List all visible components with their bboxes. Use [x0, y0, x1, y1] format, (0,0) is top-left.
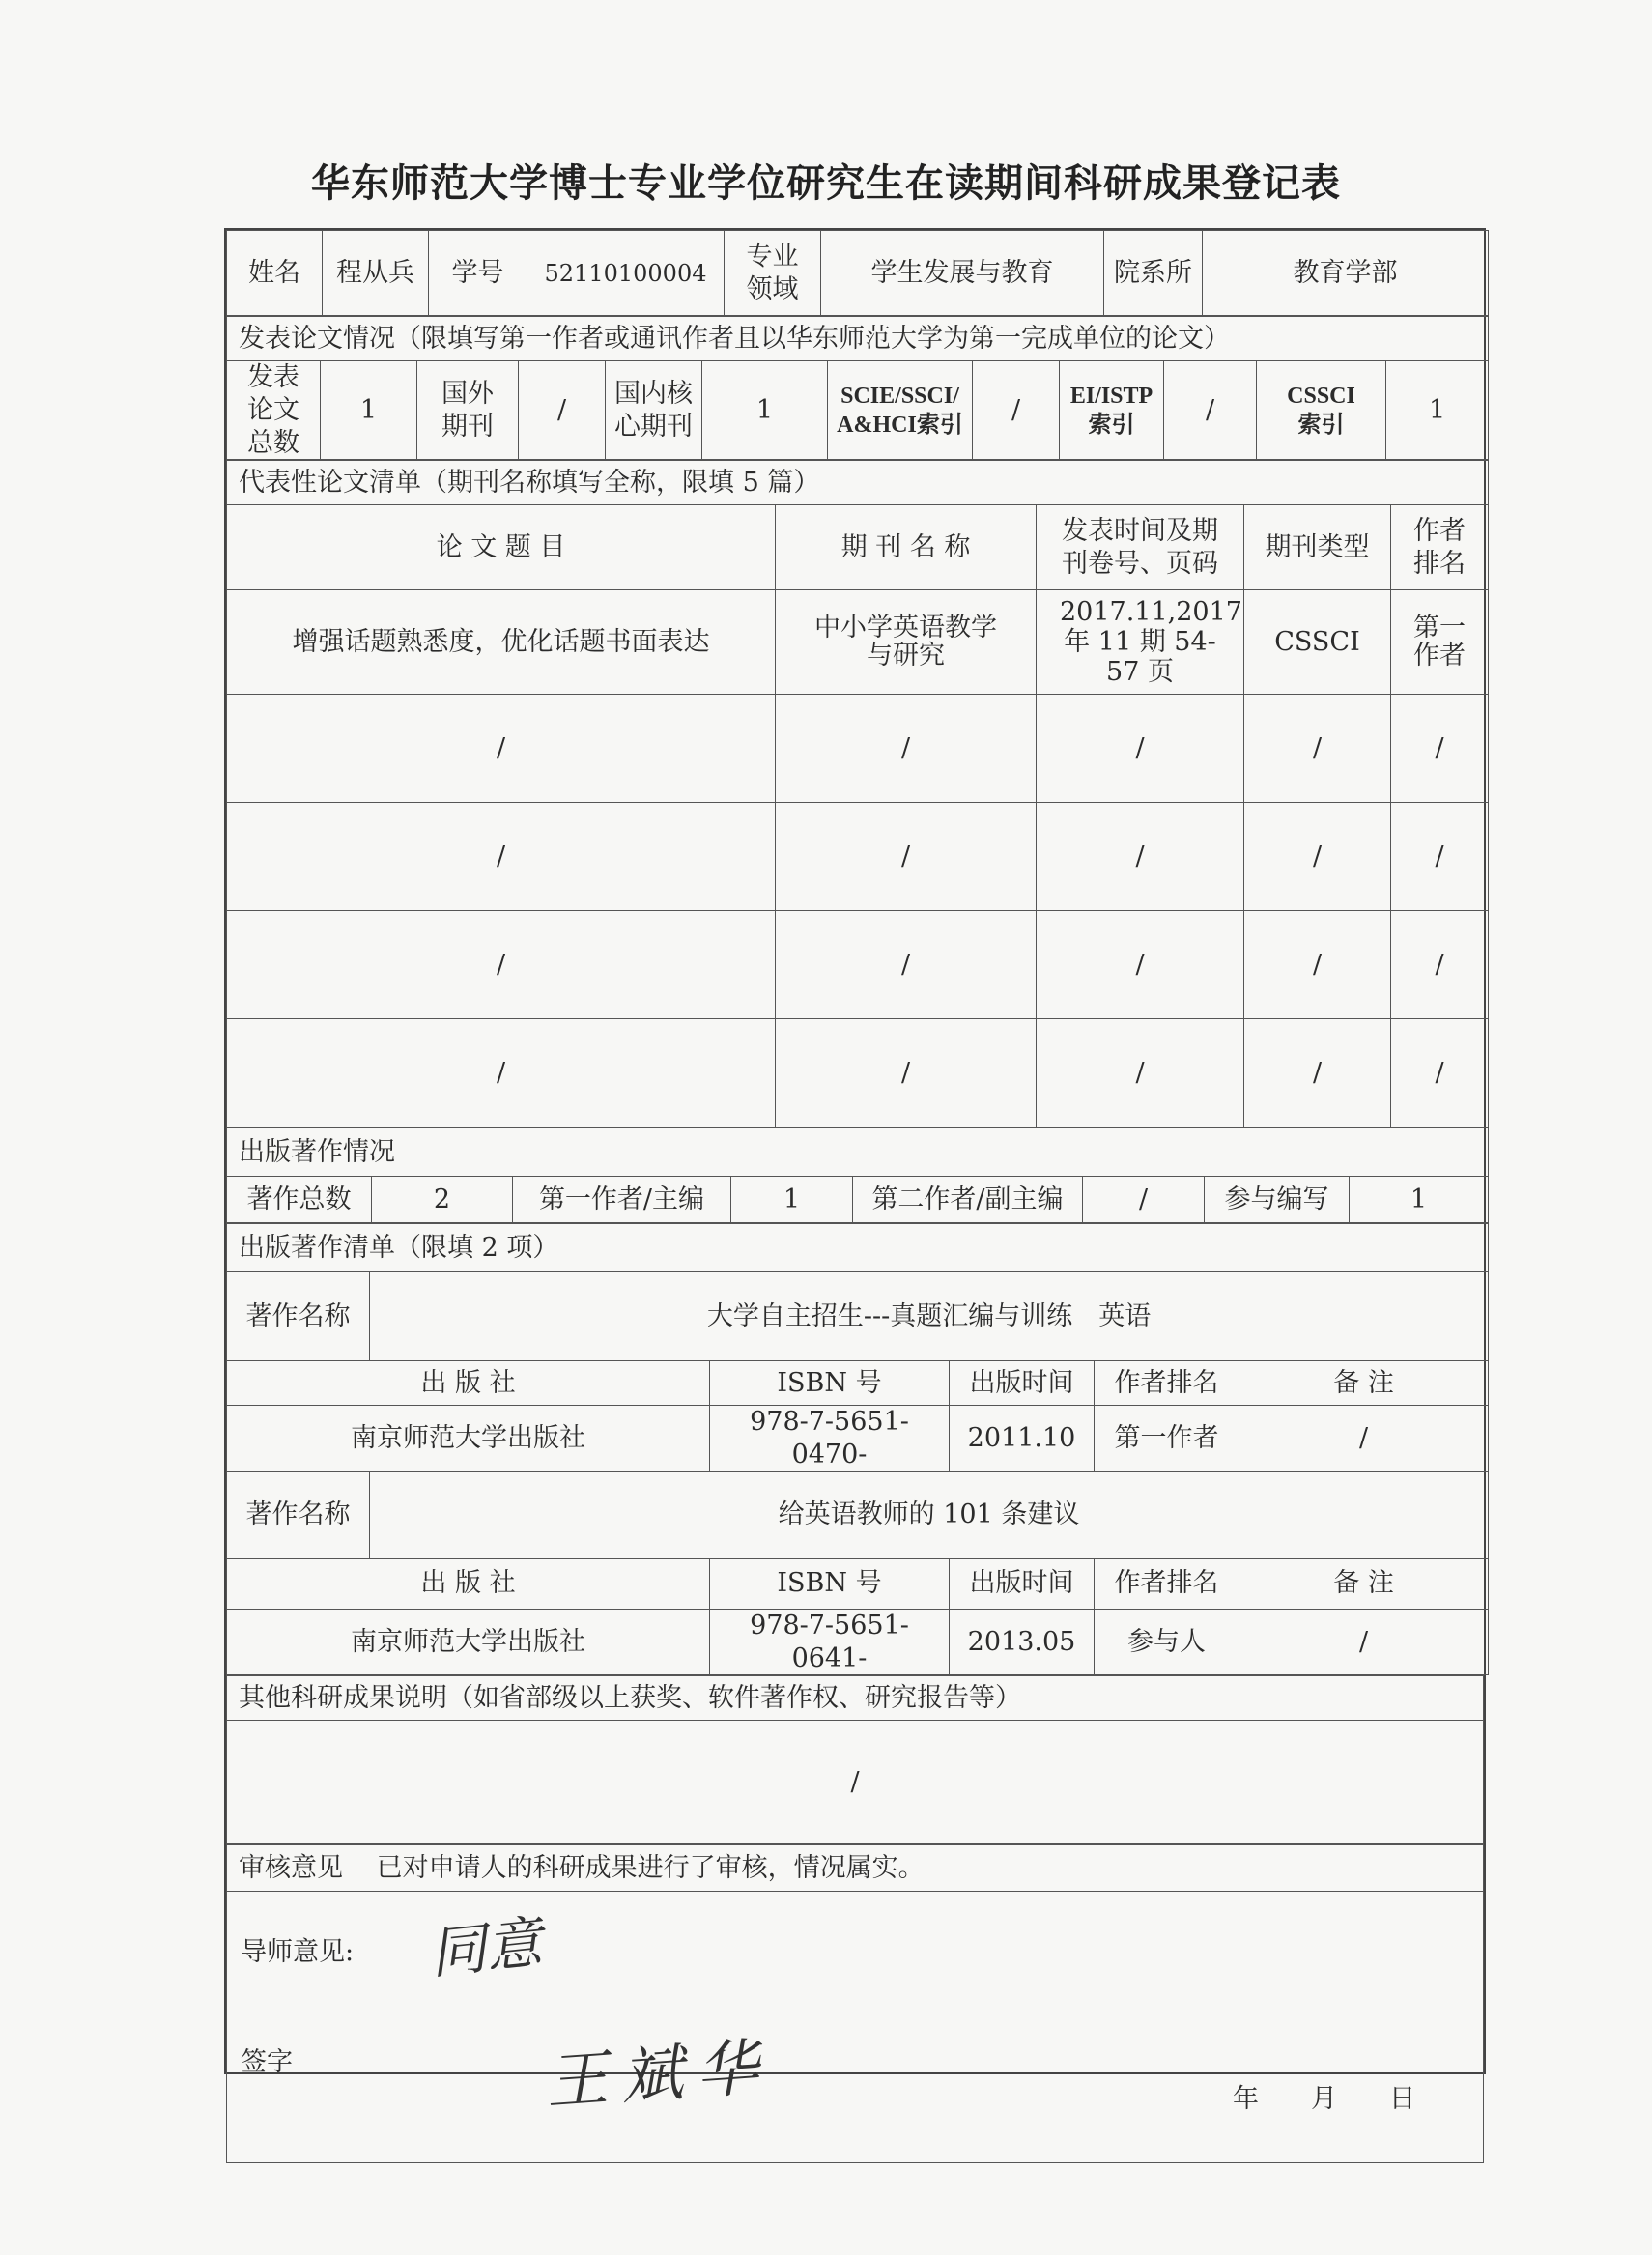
first-author-value: 1: [731, 1177, 853, 1223]
papers-total-label: 发表论文总数: [227, 361, 321, 460]
second-author-label: 第二作者/副主编: [853, 1177, 1083, 1223]
id-value: 52110100004: [527, 231, 725, 316]
book-date: 2011.10: [950, 1406, 1095, 1472]
book-rank: 参与人: [1095, 1609, 1239, 1675]
review-text: 已对申请人的科研成果进行了审核，情况属实。: [376, 1852, 925, 1883]
books-summary-table: [226, 1128, 1489, 1223]
advisor-label: 导师意见:: [241, 1937, 355, 1968]
books-total-value: 2: [372, 1177, 513, 1223]
paper-type: /: [1244, 1019, 1391, 1128]
scie-value: /: [973, 361, 1060, 460]
col-header-author-rank: 作者排名: [1095, 1558, 1239, 1609]
paper-journal: /: [776, 1019, 1037, 1128]
review-body: [227, 1892, 1484, 2163]
field-label: 专业领域: [725, 231, 821, 316]
table-row: [227, 1019, 1489, 1128]
col-header-publisher: 出 版 社: [227, 1558, 710, 1609]
book-publisher: 南京师范大学出版社: [227, 1609, 710, 1675]
paper-date: /: [1037, 1019, 1244, 1128]
date-label: 年 月 日: [1233, 2084, 1415, 2115]
table-row: [227, 803, 1489, 911]
paper-journal: /: [776, 911, 1037, 1019]
paper-date: /: [1037, 911, 1244, 1019]
book-publisher: 南京师范大学出版社: [227, 1406, 710, 1472]
review-label: 审核意见: [239, 1852, 343, 1883]
ei-value: /: [1164, 361, 1257, 460]
paper-type: /: [1244, 803, 1391, 911]
col-header-note: 备 注: [1239, 1558, 1489, 1609]
paper-journal: /: [776, 803, 1037, 911]
table-row: [227, 1406, 1489, 1472]
papers-section-header: 发表论文情况（限填写第一作者或通讯作者且以华东师范大学为第一完成单位的论文）: [227, 317, 1489, 361]
other-value: /: [227, 1721, 1484, 1844]
col-header-note: 备 注: [1239, 1361, 1489, 1406]
papers-summary-table: [226, 316, 1489, 460]
col-header-journal: 期 刊 名 称: [776, 505, 1037, 590]
papers-total-value: 1: [321, 361, 417, 460]
col-header-type: 期刊类型: [1244, 505, 1391, 590]
book-name: 给英语教师的 101 条建议: [370, 1471, 1489, 1558]
col-header-pubdate: 出版时间: [950, 1558, 1095, 1609]
paper-type: /: [1244, 911, 1391, 1019]
participant-label: 参与编写: [1205, 1177, 1350, 1223]
review-table: [226, 1844, 1484, 2163]
other-table: [226, 1675, 1484, 1844]
table-row: [227, 590, 1489, 695]
paper-title: /: [227, 803, 776, 911]
rep-papers-table: [226, 460, 1489, 1128]
book-name-label: 著作名称: [227, 1471, 370, 1558]
col-header-isbn: ISBN 号: [710, 1361, 950, 1406]
col-header-isbn: ISBN 号: [710, 1558, 950, 1609]
second-author-value: /: [1083, 1177, 1205, 1223]
book-date: 2013.05: [950, 1609, 1095, 1675]
books-section-header: 出版著作情况: [227, 1128, 1489, 1177]
book-name: 大学自主招生---真题汇编与训练 英语: [370, 1272, 1489, 1361]
paper-date: 2017.11,2017年 11 期 54-57 页: [1037, 590, 1244, 695]
book-note: /: [1239, 1609, 1489, 1675]
paper-rank: 第一作者: [1391, 590, 1489, 695]
rep-papers-section-header: 代表性论文清单（期刊名称填写全称，限填 5 篇）: [227, 461, 1489, 505]
book-isbn: 978-7-5651-0470-: [710, 1406, 950, 1472]
form-title: 华东师范大学博士专业学位研究生在读期间科研成果登记表: [311, 161, 1341, 206]
cssci-value: 1: [1386, 361, 1489, 460]
name-label: 姓名: [227, 231, 323, 316]
books-total-label: 著作总数: [227, 1177, 372, 1223]
dept-value: 教育学部: [1203, 231, 1489, 316]
core-value: 1: [702, 361, 828, 460]
col-header-title: 论 文 题 目: [227, 505, 776, 590]
ei-label: EI/ISTP 索引: [1060, 361, 1164, 460]
foreign-label: 国外期刊: [417, 361, 519, 460]
col-header-publisher: 出 版 社: [227, 1361, 710, 1406]
core-label: 国内核心期刊: [606, 361, 702, 460]
paper-date: /: [1037, 803, 1244, 911]
review-header: [227, 1845, 1484, 1892]
paper-rank: /: [1391, 911, 1489, 1019]
books-list-table: [226, 1223, 1489, 1675]
col-header-pubdate: 出版时间: [950, 1361, 1095, 1406]
advisor-signature: 同意: [426, 1909, 546, 1987]
paper-rank: /: [1391, 1019, 1489, 1128]
books-list-section-header: 出版著作清单（限填 2 项）: [227, 1224, 1489, 1272]
registration-form: [224, 228, 1486, 2120]
foreign-value: /: [519, 361, 606, 460]
paper-type: CSSCI: [1244, 590, 1391, 695]
first-author-label: 第一作者/主编: [513, 1177, 731, 1223]
student-info-table: [226, 230, 1489, 316]
paper-title: /: [227, 695, 776, 803]
supervisor-signature: 王斌华: [543, 2032, 775, 2120]
participant-value: 1: [1350, 1177, 1489, 1223]
book-name-label: 著作名称: [227, 1272, 370, 1361]
book-note: /: [1239, 1406, 1489, 1472]
paper-rank: /: [1391, 803, 1489, 911]
table-row: [227, 1609, 1489, 1675]
field-value: 学生发展与教育: [821, 231, 1104, 316]
cssci-label: CSSCI 索引: [1257, 361, 1386, 460]
scie-label: SCIE/SSCI/ A&HCI索引: [828, 361, 973, 460]
col-header-author-rank: 作者排名: [1095, 1361, 1239, 1406]
paper-title: /: [227, 1019, 776, 1128]
paper-title: 增强话题熟悉度，优化话题书面表达: [227, 590, 776, 695]
name-value: 程从兵: [323, 231, 429, 316]
dept-label: 院系所: [1104, 231, 1203, 316]
paper-type: /: [1244, 695, 1391, 803]
paper-journal: /: [776, 695, 1037, 803]
sign-label: 签字: [241, 2047, 293, 2078]
book-isbn: 978-7-5651-0641-: [710, 1609, 950, 1675]
table-row: [227, 911, 1489, 1019]
table-row: [227, 695, 1489, 803]
col-header-date: 发表时间及期刊卷号、页码: [1037, 505, 1244, 590]
paper-rank: /: [1391, 695, 1489, 803]
id-label: 学号: [429, 231, 527, 316]
other-section-header: 其他科研成果说明（如省部级以上获奖、软件著作权、研究报告等）: [227, 1676, 1484, 1721]
paper-date: /: [1037, 695, 1244, 803]
paper-title: /: [227, 911, 776, 1019]
paper-journal: 中小学英语教学与研究: [776, 590, 1037, 695]
col-header-rank: 作者排名: [1391, 505, 1489, 590]
book-rank: 第一作者: [1095, 1406, 1239, 1472]
